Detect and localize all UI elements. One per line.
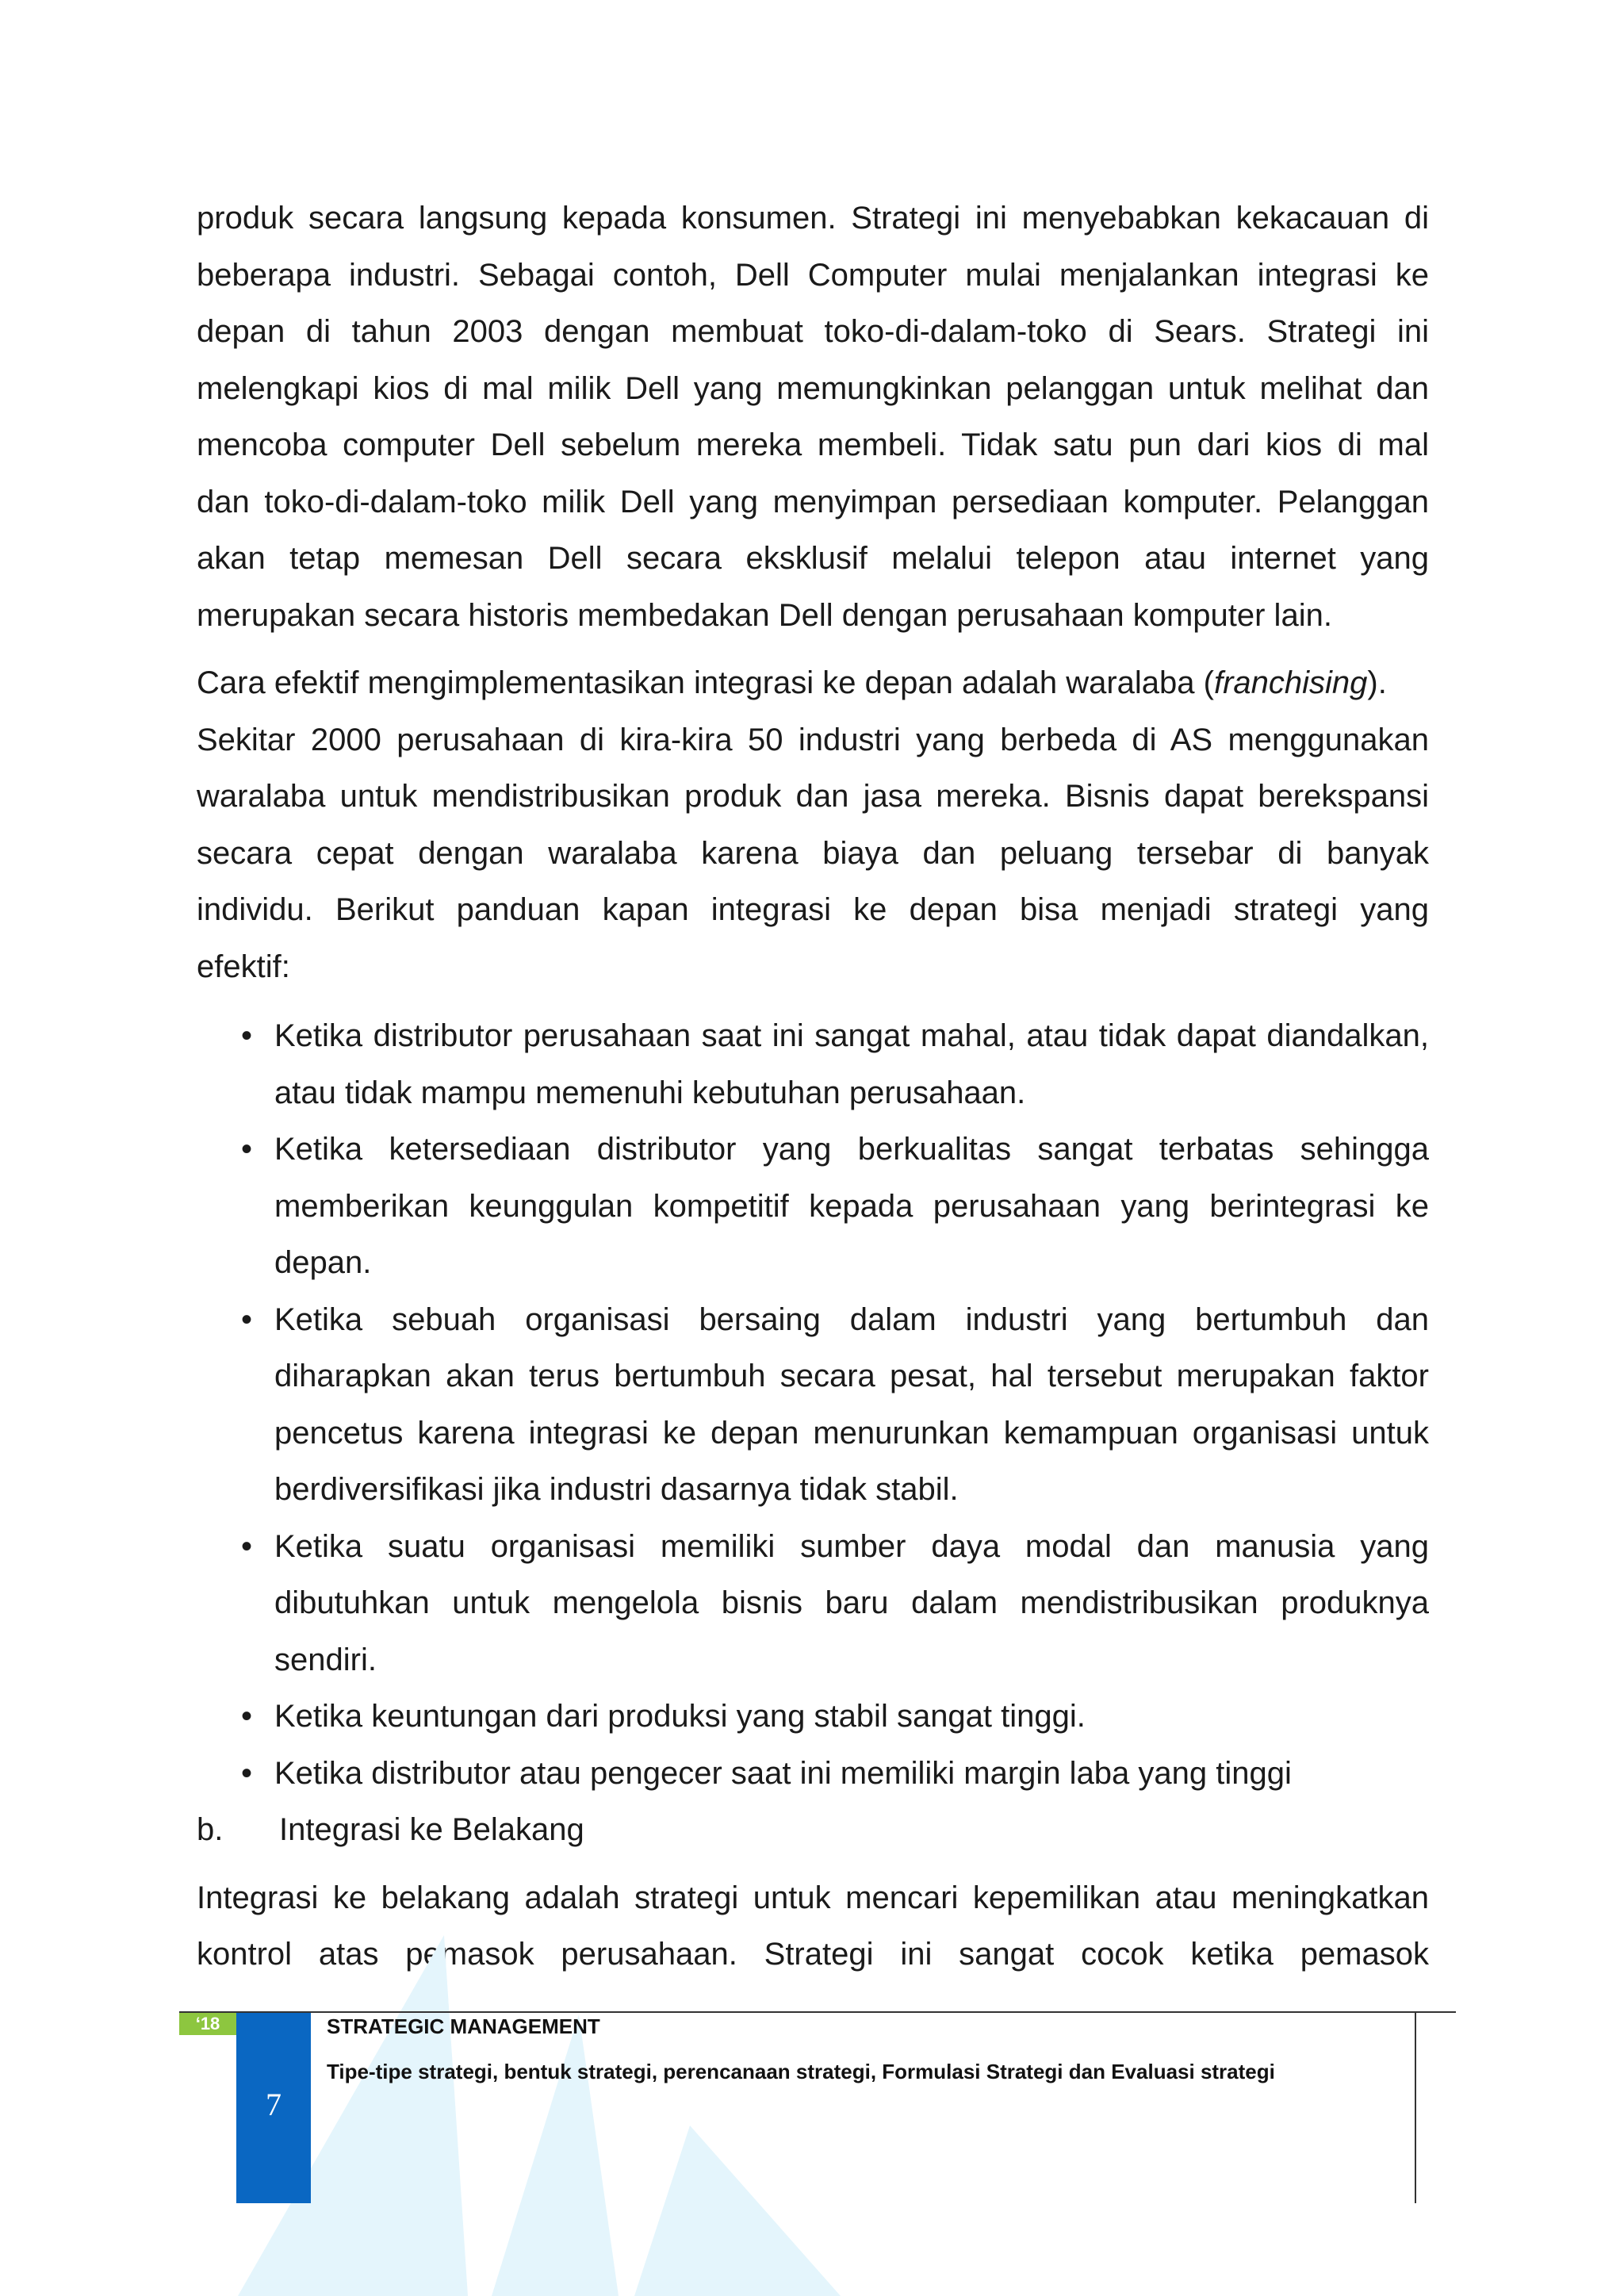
bullet-icon: • xyxy=(241,1132,253,1167)
paragraph-line: akan tetap memesan Dell secara eksklusif melalui telepon atau internet yang xyxy=(197,541,1429,576)
bullet-list xyxy=(197,1008,1429,1802)
list-item xyxy=(241,1121,1429,1292)
list-item-text: Ketika distributor perusahaan saat ini sangat mahal, atau tidak dapat diandalkan, atau tidak mampu memenuhi kebutuhan perusahaan. xyxy=(274,1018,1429,1110)
paragraph-line: beberapa industri. Sebagai contoh, Dell Computer mulai menjalankan integrasi ke xyxy=(197,257,1429,293)
paragraph-line: Integrasi ke belakang adalah strategi untuk mencari kepemilikan atau meningkatkan xyxy=(197,1880,1429,1915)
bullet-icon: • xyxy=(241,1301,253,1337)
paragraph-line: Sekitar 2000 perusahaan di kira-kira 50 industri yang berbeda di AS menggunakan xyxy=(197,722,1429,757)
list-item xyxy=(241,1292,1429,1519)
page-number: 7 xyxy=(266,2087,282,2122)
list-item xyxy=(241,1688,1429,1746)
bullet-icon: • xyxy=(241,1699,253,1734)
paragraph-line: merupakan secara historis membedakan Dell dengan perusahaan komputer lain. xyxy=(197,597,1332,633)
section-letter: b. xyxy=(197,1812,224,1847)
paragraph-line: dan toko-di-dalam-toko milik Dell yang menyimpan persediaan komputer. Pelanggan xyxy=(197,484,1429,519)
paragraph-line: waralaba untuk mendistribusikan produk dan jasa mereka. Bisnis dapat berekspansi xyxy=(197,779,1429,814)
paragraph-line: secara cepat dengan waralaba karena biaya dan peluang tersebar di banyak xyxy=(197,835,1429,871)
text-run: ). xyxy=(1367,665,1387,700)
list-item-text: Ketika suatu organisasi memiliki sumber daya modal dan manusia yang dibutuhkan untuk mengelola bisnis baru dalam mendistribusikan produknya sendiri. xyxy=(274,1528,1429,1677)
section-title: Integrasi ke Belakang xyxy=(279,1812,584,1847)
paragraph-line: melengkapi kios di mal milik Dell yang memungkinkan pelanggan untuk melihat dan xyxy=(197,370,1429,406)
footer-vertical-rule xyxy=(1415,2013,1416,2203)
paragraph-line xyxy=(197,655,1429,712)
paragraph-franchising xyxy=(197,655,1429,995)
list-item-text: Ketika distributor atau pengecer saat ini memiliki margin laba yang tinggi xyxy=(274,1755,1292,1791)
footer-title: STRATEGIC MANAGEMENT xyxy=(327,2014,600,2038)
list-item xyxy=(241,1008,1429,1121)
bullet-icon: • xyxy=(241,1755,253,1791)
list-item xyxy=(241,1519,1429,1689)
list-item xyxy=(241,1746,1429,1803)
footer-subtitle: Tipe-tipe strategi, bentuk strategi, perencanaan strategi, Formulasi Strategi dan Evaluasi strategi xyxy=(327,2060,1275,2083)
page-body xyxy=(197,190,1429,1984)
list-item-text: Ketika keuntungan dari produksi yang stabil sangat tinggi. xyxy=(274,1699,1086,1734)
section-heading xyxy=(197,1802,1429,1859)
paragraph-line: produk secara langsung kepada konsumen. Strategi ini menyebabkan kekacauan di xyxy=(197,201,1429,236)
text-run: Cara efektif mengimplementasikan integrasi ke depan adalah waralaba ( xyxy=(197,665,1214,700)
paragraph-dell xyxy=(197,190,1429,644)
paragraph-line: mencoba computer Dell sebelum mereka membeli. Tidak satu pun dari kios di mal xyxy=(197,427,1429,462)
paragraph-line: efektif: xyxy=(197,949,290,984)
paragraph-line: individu. Berikut panduan kapan integrasi ke depan bisa menjadi strategi yang xyxy=(197,892,1429,927)
italic-term: franchising xyxy=(1213,665,1368,700)
paragraph-line: kontrol atas pemasok perusahaan. Strategi ini sangat cocok ketika pemasok xyxy=(197,1937,1429,1972)
bullet-icon: • xyxy=(241,1528,253,1564)
footer-divider xyxy=(179,2011,1456,2013)
paragraph-line: depan di tahun 2003 dengan membuat toko-di-dalam-toko di Sears. Strategi ini xyxy=(197,314,1429,349)
bullet-icon: • xyxy=(241,1018,253,1053)
list-item-text: Ketika sebuah organisasi bersaing dalam industri yang bertumbuh dan diharapkan akan terus bertumbuh secara pesat, hal tersebut merupakan faktor pencetus karena integrasi ke depan menurunkan kemampuan organisasi untuk berdiversifikasi jika industri dasarnya tidak stabil. xyxy=(274,1301,1429,1507)
list-item-text: Ketika ketersediaan distributor yang berkualitas sangat terbatas sehingga memberikan keunggulan kompetitif kepada perusahaan yang berintegrasi ke depan. xyxy=(274,1132,1429,1280)
footer-year-badge: ‘18 xyxy=(179,2013,236,2035)
